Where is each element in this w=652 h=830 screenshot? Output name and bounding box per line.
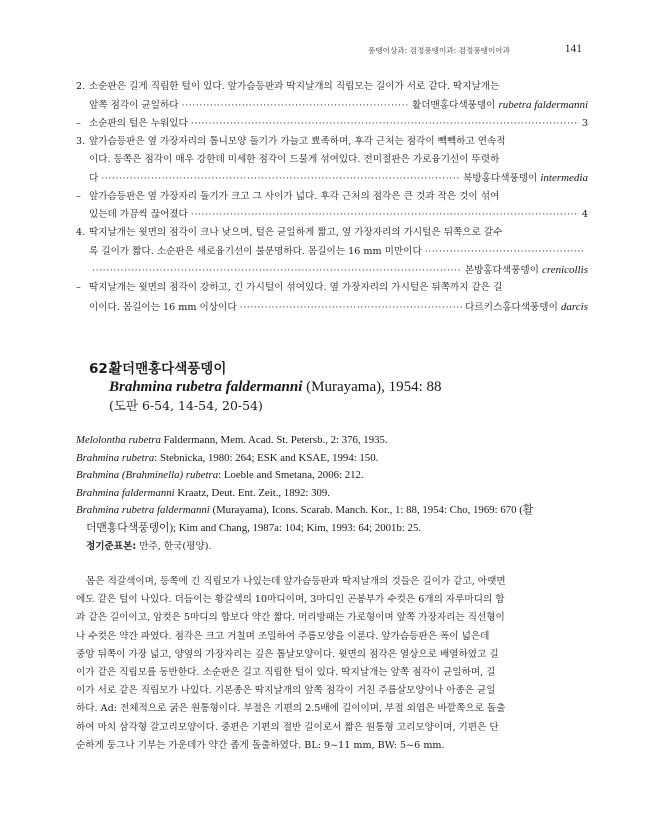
key-line [89,243,588,261]
key-marker: – [76,190,81,202]
key-marker: 3. [76,135,86,147]
key-result-korean: 3 [581,117,588,129]
key-line-text: 이이다. 몸길이는 16 mm 이상이다 [89,301,237,313]
key-line [89,151,588,169]
key-result [582,206,588,224]
species-binomial: Brahmina rubetra faldermanni [109,379,303,395]
key-couplet [76,224,588,279]
key-leader-dots [101,170,460,187]
key-line-text: 다 [89,173,99,185]
synonym-citation: Faldermann, Mem. Acad. St. Petersb., 2: 376, 1935. [163,434,388,446]
key-line [89,188,588,206]
description-line: 몸은 적갈색이며, 등쪽에 긴 직립모가 나있는데 앞가슴등판과 딱지날개의 것들은 길이가 같고, 아랫면 [86,576,506,587]
key-leader-dots [425,243,585,261]
synonymy-entry [76,432,588,450]
description-line: 하다. Ad: 전체적으로 굵은 원통형이다. 부절은 기편의 2.5배에 길이이며, 부절 외엽은 바깥쪽으로 돌출 [76,703,506,715]
key-line [89,206,588,224]
species-number: 62. [89,361,113,377]
key-couplet [76,279,588,316]
synonym-name: Brahmina rubetra [76,451,155,464]
key-line-text: 소순판의 털은 누워있다 [89,117,188,129]
key-line [89,279,588,297]
synonym-citation: (Murayama), Icons. Scarab. Manch. Kor., 1: 88, 1954: Cho, 1969: 670 (활 [212,504,534,517]
species-scientific-name [89,378,569,396]
description-line: 이가 같은 직립모를 동반한다. 소순판은 길고 직립한 털이 있다. 딱지날개는 앞쪽 점각이 균일하며, 길 [76,666,496,678]
key-line [89,298,588,316]
synonymy-entry [76,450,588,468]
key-marker: 2. [76,81,86,92]
key-result-scientific: darcis [560,300,588,313]
key-line [89,224,588,242]
synonymy-entry [76,485,588,503]
key-leader-dots [182,97,409,114]
key-couplet [76,133,588,188]
key-result [582,115,588,133]
key-leader-dots [191,206,579,224]
type-locality-value: 만주, 한국(평양). [139,540,212,552]
key-result [463,169,588,187]
synonym-citation: Kraatz, Deut. Ent. Zeit., 1892: 309. [177,486,330,499]
identification-key [76,78,588,316]
key-result-scientific: crenicollis [541,263,588,276]
key-line-text: 딱지날개는 윗면의 점각이 크나 낮으며, 털은 균일하게 짧고, 옆 가장자리의 가시털은 뒤쪽으로 갈수 [89,227,503,239]
key-result-korean: 활더맨홍다색풍뎅이 [411,100,496,112]
key-result-korean: 북방홍다색풍뎅이 [463,173,538,185]
key-line [89,78,588,96]
synonym-citation: : Stebnicka, 1980: 264; ESK and KSAE, 1994: 150. [154,451,379,464]
description-line: 중앙 뒤쪽이 가장 넓고, 양옆의 가장자리는 깊은 톱날모양이다. 윗면의 점각은 열상으로 배열하였고 길 [76,648,499,660]
description-line: 나 수컷은 약간 파였다. 점각은 크고 거칠며 조밀하여 주름모양을 이룬다. 앞가슴등판은 폭이 넓은데 [76,630,490,642]
key-result-scientific: intermedia [540,172,588,185]
species-description [76,573,588,755]
key-couplet [76,78,588,115]
key-line [89,169,588,187]
synonym-citation-continued: 더맨홍다색풍뎅이); Kim and Chang, 1987a: 104; Kim, 1993: 64; 2001b: 25. [86,521,422,534]
key-line [89,261,588,279]
description-line: 이가 서로 같은 직립모가 나있다. 기본종은 딱지날개의 앞쪽 점각이 거친 주름살모양이나 아종은 균일 [76,685,496,697]
synonymy-entry [76,502,588,520]
key-line-text: 앞가슴등판은 옆 가장자리의 톱니모양 돌기가 가늘고 뾰족하며, 후각 근처는 점각이 빽빽하고 연속적 [89,135,506,147]
key-marker: – [76,282,81,294]
key-marker: – [76,117,81,129]
synonymy-entry [76,467,588,485]
species-korean-name: 활더맨홍다색풍뎅이 [109,361,227,377]
species-heading [89,360,569,415]
synonym-name: Melolontha rubetra [76,434,161,446]
key-result-scientific: rubetra faldermanni [498,99,588,112]
synonym-citation: : Loeble and Smetana, 2006: 212. [218,469,364,482]
key-result [412,96,588,114]
key-line-text: 앞가슴등판은 옆 가장자리 돌기가 크고 그 사이가 넓다. 후각 근처의 점각은 큰 것과 작은 것이 섞여 [89,190,500,202]
synonymy-list [76,432,588,555]
page-number: 141 [564,43,582,55]
running-head: 풍뎅이상과: 검정풍뎅이과: 검정풍뎅이아과 [368,46,510,55]
key-leader-dots [92,262,462,279]
synonym-name: Brahmina (Brahminella) rubetra [76,469,219,482]
type-locality [76,538,588,556]
key-couplet [76,115,588,133]
key-line [89,115,588,133]
type-locality-label: 정기준표본: [86,540,137,552]
page-header [70,44,582,60]
key-line-text: 소순판은 길게 직립한 털이 있다. 앞가슴등판과 딱지날개의 직립모는 길이가 서로 같다. 딱지날개는 [89,81,500,92]
key-result [465,261,588,279]
key-result-korean: 본방홍다색풍뎅이 [464,264,539,276]
key-result-korean: 4 [581,209,588,221]
description-line: 에도 같은 털이 나있다. 더듬이는 황갈색의 10마디이며, 3마디인 곤봉부가 수컷은 6개의 자루마디의 합 [76,594,505,606]
species-plates: (도판 6-54, 14-54, 20-54) [109,398,263,413]
description-line: 순하게 둥그나 기부는 가운데가 약간 좁게 돌출하였다. BL: 9~11 mm, BW: 5~6 mm. [76,739,445,751]
synonymy-rows [76,432,588,538]
species-authority: (Murayama), 1954: 88 [306,379,442,395]
key-leader-dots [191,115,579,133]
key-line-text: 앞쪽 점각이 균일하다 [89,100,179,112]
key-result-korean: 다르키스홍다색풍뎅이 [465,301,558,313]
key-marker: 4. [76,227,86,239]
key-line-text: 록 길이가 짧다. 소순판은 세로융기선이 불분명하다. 몸길이는 16 mm 미만이다 [89,245,422,257]
description-line: 하여 마치 삼각형 갈고리모양이다. 중편은 기편의 절반 길이로서 짧은 원통형 고리모양이며, 기편은 단 [76,721,499,733]
key-line-text: 딱지날개는 윗면의 점각이 강하고, 긴 가시털이 섞여있다. 옆 가장자리의 가시털은 뒤쪽까지 같은 길 [89,282,503,294]
key-line-text: 이다. 등쪽은 점각이 매우 강한데 미세한 점각이 드물게 섞여있다. 전미절판은 가로융기선이 뚜렷하 [89,154,500,166]
synonym-name: Brahmina faldermanni [76,486,175,499]
key-couplet [76,188,588,225]
key-leader-dots [240,299,463,316]
key-result [465,298,588,316]
key-line [89,96,588,114]
key-line [89,133,588,151]
key-line-text: 있는데 가끔씩 끊어졌다 [89,209,188,221]
synonym-name: Brahmina rubetra faldermanni [76,504,210,517]
species-title [89,360,569,378]
description-line: 과 같은 길이이고, 암컷은 5마디의 합보다 약간 짧다. 머리방패는 가로형이며 앞쪽 가장자리는 직선형이 [76,612,505,624]
